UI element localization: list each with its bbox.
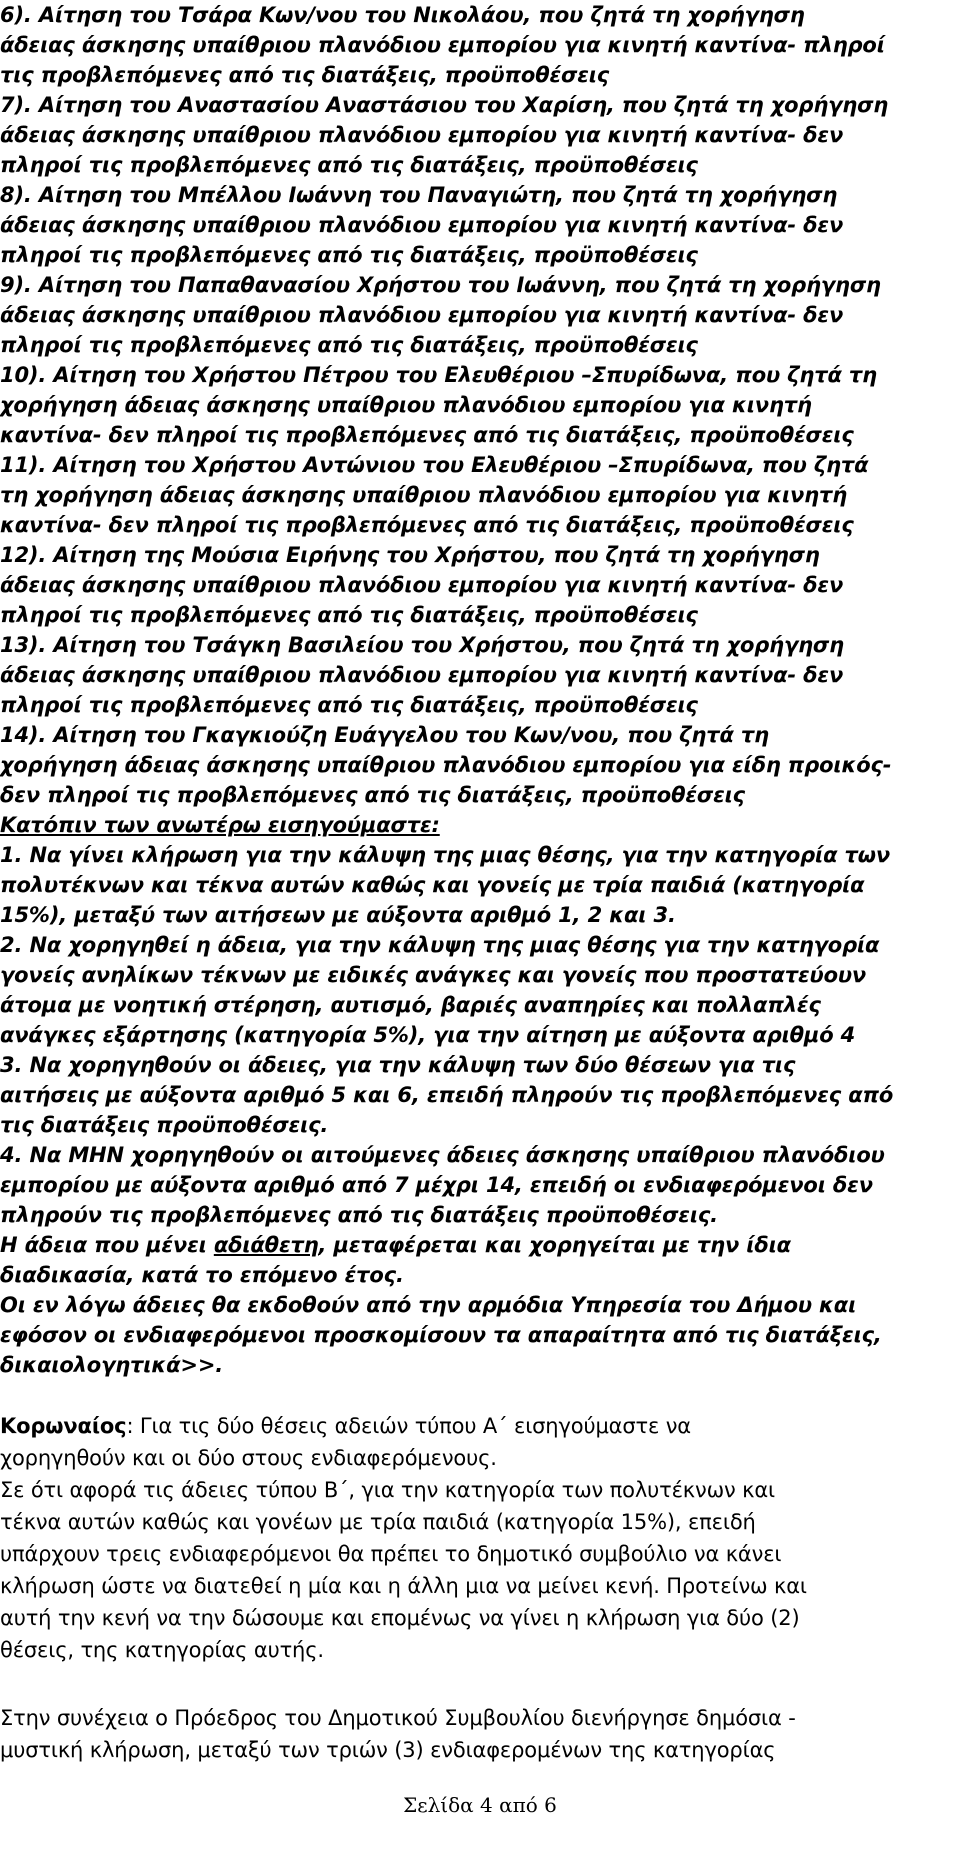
- item-9-line-2: άδειας άσκησης υπαίθριου πλανόδιου εμπορίου για κινητή καντίνα- δεν: [0, 303, 844, 327]
- item-13-line-3: πληροί τις προβλεπόμενες από τις διατάξεις, προϋποθέσεις: [0, 693, 698, 717]
- proposal-1-line-1: 1. Να γίνει κλήρωση για την κάλυψη της μιας θέσης, για την κατηγορία των: [0, 843, 891, 867]
- remaining-prefix: Η άδεια που μένει: [0, 1233, 214, 1257]
- item-11-line-2: τη χορήγηση άδειας άσκησης υπαίθριου πλανόδιου εμπορίου για κινητή: [0, 483, 848, 507]
- item-7-line-1: 7). Αίτηση του Αναστασίου Αναστάσιου του Χαρίση, που ζητά τη χορήγηση: [0, 93, 889, 117]
- item-7-line-2: άδειας άσκησης υπαίθριου πλανόδιου εμπορίου για κινητή καντίνα- δεν: [0, 123, 844, 147]
- proposal-4-line-1: 4. Να ΜΗΝ χορηγηθούν οι αιτούμενες άδειες άσκησης υπαίθριου πλανόδιου: [0, 1143, 885, 1167]
- item-12-line-2: άδειας άσκησης υπαίθριου πλανόδιου εμπορίου για κινητή καντίνα- δεν: [0, 573, 844, 597]
- remaining-suffix: , μεταφέρεται και χορηγείται με την ίδια: [318, 1233, 791, 1257]
- proposals-heading: Κατόπιν των ανωτέρω εισηγούμαστε:: [0, 813, 440, 837]
- item-9-line-3: πληροί τις προβλεπόμενες από τις διατάξεις, προϋποθέσεις: [0, 333, 698, 357]
- proposal-2-line-1: 2. Να χορηγηθεί η άδεια, για την κάλυψη της μιας θέσης για την κατηγορία: [0, 933, 880, 957]
- korwnaios-line-2: χορηγηθούν και οι δύο στους ενδιαφερόμενους.: [0, 1446, 497, 1470]
- proposal-3-line-2: αιτήσεις με αύξοντα αριθμό 5 και 6, επειδή πληρούν τις προβλεπόμενες από: [0, 1083, 894, 1107]
- proposal-2-line-3: άτομα με νοητική στέρηση, αυτισμό, βαριές αναπηρίες και πολλαπλές: [0, 993, 821, 1017]
- proposal-3-line-3: τις διατάξεις προϋποθέσεις.: [0, 1113, 329, 1137]
- korwnaios-line-4: τέκνα αυτών καθώς και γονέων με τρία παιδιά (κατηγορία 15%), επειδή: [0, 1510, 756, 1534]
- item-8-line-1: 8). Αίτηση του Μπέλλου Ιωάννη του Παναγιώτη, που ζητά τη χορήγηση: [0, 183, 838, 207]
- page-footer: Σελίδα 4 από 6: [403, 1793, 557, 1817]
- proposal-2-line-2: γονείς ανηλίκων τέκνων με ειδικές ανάγκες και γονείς που προστατεύουν: [0, 963, 867, 987]
- korwnaios-line-8: θέσεις, της κατηγορίας αυτής.: [0, 1638, 324, 1662]
- item-11-line-3: καντίνα- δεν πληροί τις προβλεπόμενες από τις διατάξεις, προϋποθέσεις: [0, 513, 854, 537]
- item-9-line-1: 9). Αίτηση του Παπαθανασίου Χρήστου του Ιωάννη, που ζητά τη χορήγηση: [0, 273, 881, 297]
- proposal-1-line-2: πολυτέκνων και τέκνα αυτών καθώς και γονείς με τρία παιδιά (κατηγορία: [0, 873, 865, 897]
- item-11-line-1: 11). Αίτηση του Χρήστου Αντώνιου του Ελευθέριου –Σπυρίδωνα, που ζητά: [0, 453, 869, 477]
- speaker-name: Κορωναίος: [0, 1414, 127, 1438]
- issuance-line-3: δικαιολογητικά>>.: [0, 1353, 224, 1377]
- item-14-line-3: δεν πληροί τις προβλεπόμενες από τις διατάξεις, προϋποθέσεις: [0, 783, 745, 807]
- proposal-4-line-3: πληρούν τις προβλεπόμενες από τις διατάξεις προϋποθέσεις.: [0, 1203, 719, 1227]
- proposal-2-line-4: ανάγκες εξάρτησης (κατηγορία 5%), για την αίτηση με αύξοντα αριθμό 4: [0, 1023, 856, 1047]
- continuation-line-2: μυστική κλήρωση, μεταξύ των τριών (3) ενδιαφερομένων της κατηγορίας: [0, 1738, 776, 1762]
- item-8-line-3: πληροί τις προβλεπόμενες από τις διατάξεις, προϋποθέσεις: [0, 243, 698, 267]
- item-6-line-1: 6). Αίτηση του Τσάρα Κων/νου του Νικολάου, που ζητά τη χορήγηση: [0, 3, 805, 27]
- issuance-line-2: εφόσον οι ενδιαφερόμενοι προσκομίσουν τα απαραίτητα από τις διατάξεις,: [0, 1323, 882, 1347]
- continuation-line-1: Στην συνέχεια ο Πρόεδρος του Δημοτικού Συμβουλίου διενήργησε δημόσια -: [0, 1706, 796, 1730]
- issuance-line-1: Οι εν λόγω άδειες θα εκδοθούν από την αρμόδια Υπηρεσία του Δήμου και: [0, 1293, 857, 1317]
- item-10-line-1: 10). Αίτηση του Χρήστου Πέτρου του Ελευθέριου –Σπυρίδωνα, που ζητά τη: [0, 363, 877, 387]
- item-10-line-2: χορήγηση άδειας άσκησης υπαίθριου πλανόδιου εμπορίου για κινητή: [0, 393, 812, 417]
- item-12-line-3: πληροί τις προβλεπόμενες από τις διατάξεις, προϋποθέσεις: [0, 603, 698, 627]
- korwnaios-first-rest: : Για τις δύο θέσεις αδειών τύπου Α΄ εισηγούμαστε να: [126, 1414, 692, 1438]
- item-14-line-1: 14). Αίτηση του Γκαγκιούζη Ευάγγελου του Κων/νου, που ζητά τη: [0, 723, 769, 747]
- item-6-line-2: άδειας άσκησης υπαίθριου πλανόδιου εμπορίου για κινητή καντίνα- πληροί: [0, 33, 885, 57]
- item-6-line-3: τις προβλεπόμενες από τις διατάξεις, προϋποθέσεις: [0, 63, 610, 87]
- korwnaios-line-1: [0, 1411, 691, 1441]
- item-10-line-3: καντίνα- δεν πληροί τις προβλεπόμενες από τις διατάξεις, προϋποθέσεις: [0, 423, 854, 447]
- proposal-3-line-1: 3. Να χορηγηθούν οι άδειες, για την κάλυψη των δύο θέσεων για τις: [0, 1053, 796, 1077]
- remaining-underlined: αδιάθετη: [213, 1233, 319, 1257]
- remaining-line-2: διαδικασία, κατά το επόμενο έτος.: [0, 1263, 404, 1287]
- item-12-line-1: 12). Αίτηση της Μούσια Ειρήνης του Χρήστου, που ζητά τη χορήγηση: [0, 543, 820, 567]
- korwnaios-line-5: υπάρχουν τρεις ενδιαφερόμενοι θα πρέπει το δημοτικό συμβούλιο να κάνει: [0, 1542, 782, 1566]
- proposal-4-line-2: εμπορίου με αύξοντα αριθμό από 7 μέχρι 14, επειδή οι ενδιαφερόμενοι δεν: [0, 1173, 873, 1197]
- proposal-1-line-3: 15%), μεταξύ των αιτήσεων με αύξοντα αριθμό 1, 2 και 3.: [0, 903, 676, 927]
- remaining-line-1: [0, 1230, 791, 1260]
- korwnaios-line-3: Σε ότι αφορά τις άδειες τύπου Β΄, για την κατηγορία των πολυτέκνων και: [0, 1478, 776, 1502]
- item-14-line-2: χορήγηση άδειας άσκησης υπαίθριου πλανόδιου εμπορίου για είδη προικός-: [0, 753, 892, 777]
- item-13-line-1: 13). Αίτηση του Τσάγκη Βασιλείου του Χρήστου, που ζητά τη χορήγηση: [0, 633, 844, 657]
- item-8-line-2: άδειας άσκησης υπαίθριου πλανόδιου εμπορίου για κινητή καντίνα- δεν: [0, 213, 844, 237]
- korwnaios-line-6: κλήρωση ώστε να διατεθεί η μία και η άλλη μια να μείνει κενή. Προτείνω και: [0, 1574, 807, 1598]
- item-7-line-3: πληροί τις προβλεπόμενες από τις διατάξεις, προϋποθέσεις: [0, 153, 698, 177]
- item-13-line-2: άδειας άσκησης υπαίθριου πλανόδιου εμπορίου για κινητή καντίνα- δεν: [0, 663, 844, 687]
- korwnaios-line-7: αυτή την κενή να την δώσουμε και επομένως να γίνει η κλήρωση για δύο (2): [0, 1606, 800, 1630]
